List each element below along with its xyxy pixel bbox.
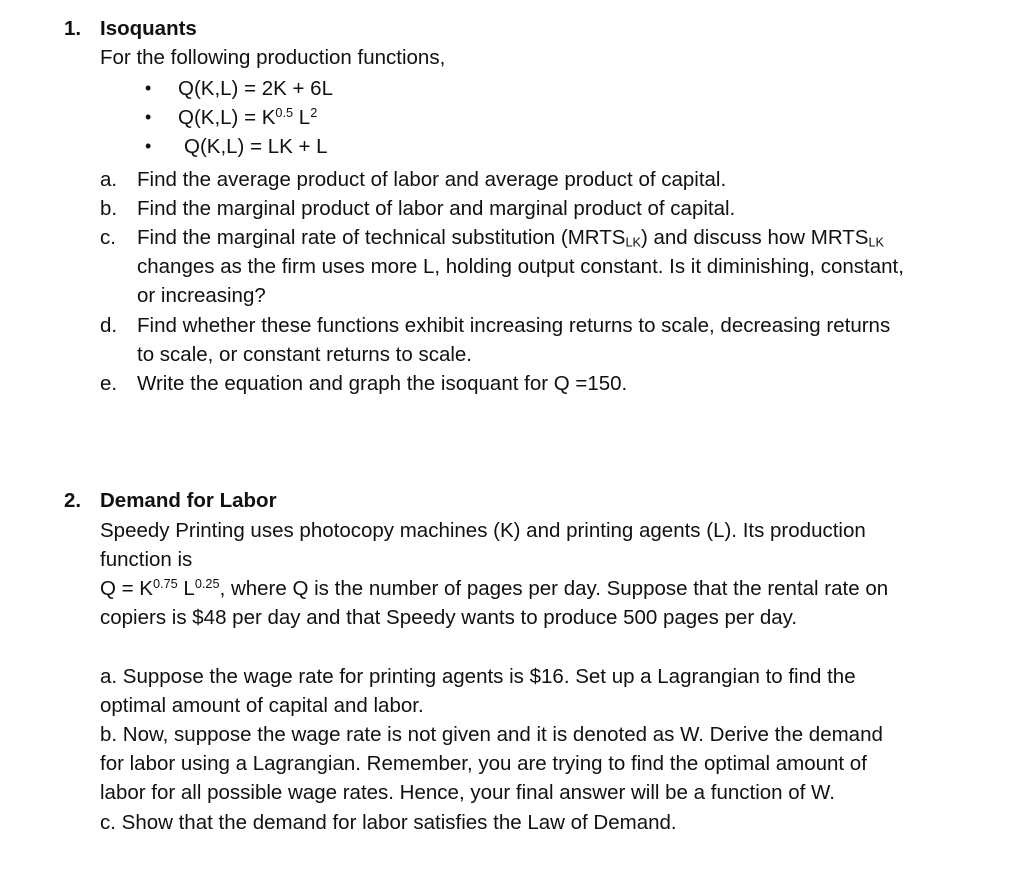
part-letter: e. xyxy=(100,372,118,395)
part-letter: c. xyxy=(100,226,116,249)
q2-part-b: labor for all possible wage rates. Hence, your final answer will be a function of W. xyxy=(100,781,835,804)
bullet-marker: • xyxy=(145,78,152,98)
bullet-marker: • xyxy=(145,107,152,127)
bullet-marker: • xyxy=(145,136,152,156)
part-e-text: Write the equation and graph the isoquant for Q =150. xyxy=(137,372,628,395)
part-c-text: or increasing? xyxy=(137,284,266,307)
q1-intro: For the following production functions, xyxy=(100,46,446,69)
function-2: $Q(K,L) = K^{0.5}$ $L^2$ xyxy=(178,105,318,129)
part-letter: d. xyxy=(100,314,118,337)
function-1: Q(K,L) = 2K + 6L xyxy=(178,77,333,100)
q2-part-b: for labor using a Lagrangian. Remember, you are trying to find the optimal amount of xyxy=(100,752,867,775)
q2-title: Demand for Labor xyxy=(100,489,277,512)
q1-title: Isoquants xyxy=(100,17,197,40)
part-letter: b. xyxy=(100,197,118,220)
part-letter: a. xyxy=(100,168,118,191)
part-a-text: Find the average product of labor and average product of capital. xyxy=(137,168,727,191)
function-3: Q(K,L) = LK + L xyxy=(184,135,328,158)
part-c-text: changes as the firm uses more L, holding output constant. Is it diminishing, constant, xyxy=(137,255,904,278)
q2-part-b: b. Now, suppose the wage rate is not given and it is denoted as W. Derive the demand xyxy=(100,723,883,746)
part-d-text: to scale, or constant returns to scale. xyxy=(137,343,472,366)
q2-intro: function is xyxy=(100,548,193,571)
q2-intro: Speedy Printing uses photocopy machines (K) and printing agents (L). Its production xyxy=(100,519,866,542)
part-b-text: Find the marginal product of labor and marginal product of capital. xyxy=(137,197,736,220)
q2-equation: $Q = K^{0.75}$ $L^{0.25}$, where Q is the number of pages per day. Suppose that the rental rate on xyxy=(100,576,889,600)
part-d-text: Find whether these functions exhibit increasing returns to scale, decreasing returns xyxy=(137,314,891,337)
q1-number: 1. xyxy=(64,17,82,40)
q2-number: 2. xyxy=(64,489,82,512)
part-c-text: Find the marginal rate of technical substitution $(MRTS_{LK})$ and discuss how $MRTS_{LK}$ xyxy=(137,226,885,250)
q2-part-a: optimal amount of capital and labor. xyxy=(100,694,424,717)
q2-part-c: c. Show that the demand for labor satisfies the Law of Demand. xyxy=(100,811,677,834)
q2-equation-line2: copiers is $48 per day and that Speedy wants to produce 500 pages per day. xyxy=(100,606,798,629)
q2-part-a: a. Suppose the wage rate for printing agents is $16. Set up a Lagrangian to find the xyxy=(100,665,856,688)
